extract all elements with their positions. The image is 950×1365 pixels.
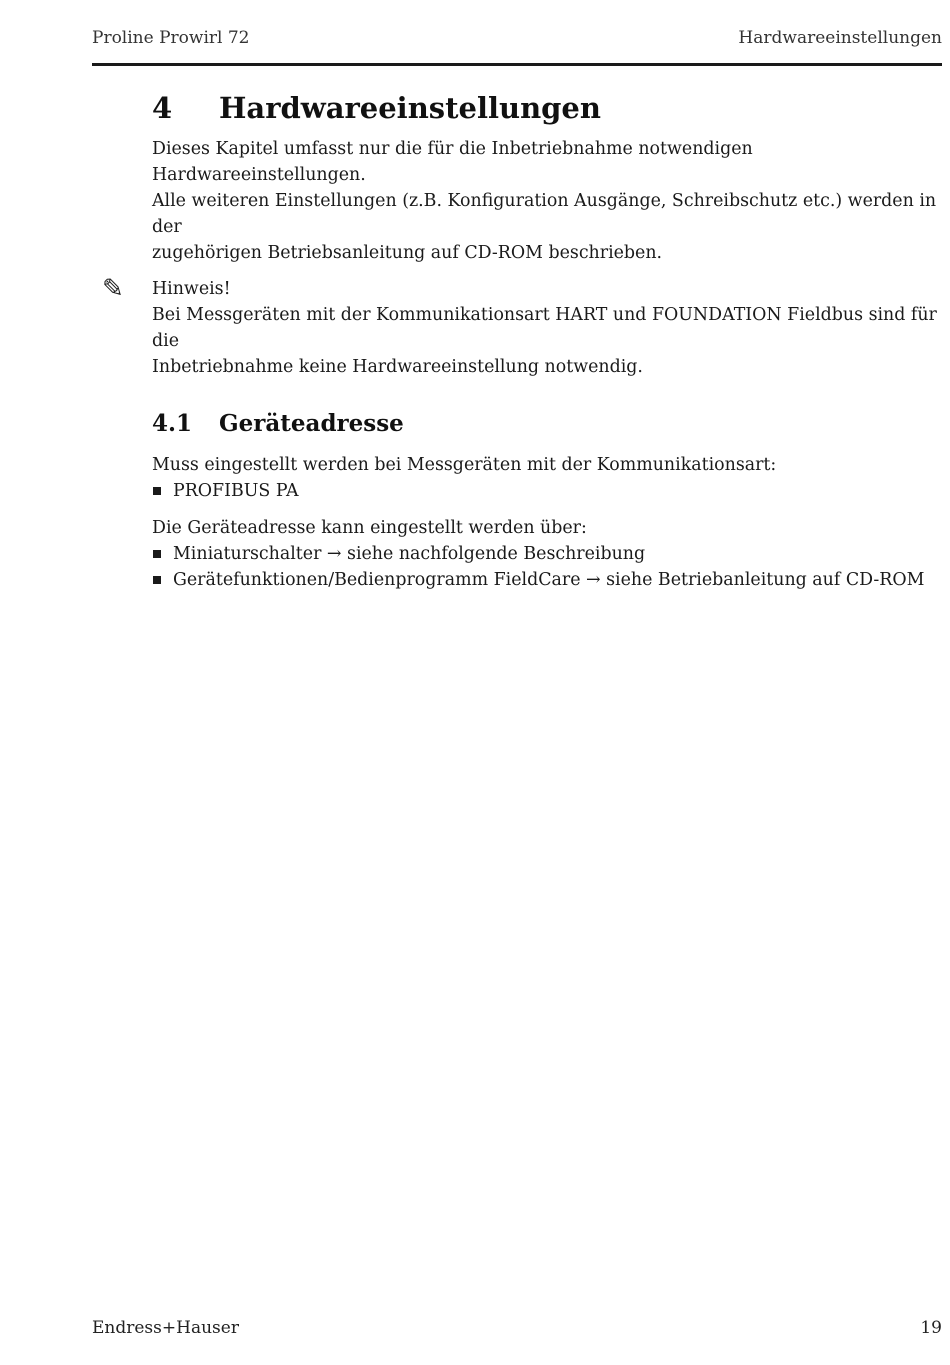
- pencil-icon: ✎: [102, 274, 124, 304]
- paragraph-text: Muss eingestellt werden bei Messgeräten mit der Kommunikationsart:: [152, 455, 777, 475]
- header-chapter-title: Hardwareeinstellungen: [738, 28, 942, 48]
- chapter-intro: [152, 136, 942, 266]
- chapter-number: 4: [152, 91, 173, 125]
- section-heading: [152, 408, 942, 440]
- square-bullet-icon: [153, 576, 161, 584]
- intro-line: Dieses Kapitel umfasst nur die für die Inbetriebnahme notwendigen Hardwareeinstellungen.: [152, 139, 753, 185]
- square-bullet-icon: [153, 550, 161, 558]
- list-item-text: PROFIBUS PA: [173, 481, 299, 501]
- chapter-title: Hardwareeinstellungen: [219, 91, 601, 125]
- note-line: Inbetriebnahme keine Hardwareeinstellung notwendig.: [152, 357, 643, 377]
- intro-line: zugehörigen Betriebsanleitung auf CD-ROM beschrieben.: [152, 243, 663, 263]
- note-line: Bei Messgeräten mit der Kommunikationsart HART und FOUNDATION Fieldbus sind für die: [152, 305, 937, 351]
- list-item: [152, 541, 942, 567]
- footer-company: Endress+Hauser: [92, 1318, 239, 1338]
- section-geraeteadresse: [152, 408, 942, 593]
- page-content: [102, 88, 942, 593]
- list-item: [152, 478, 942, 504]
- note-label: Hinweis!: [152, 279, 231, 299]
- intro-line: Alle weiteren Einstellungen (z.B. Konfiguration Ausgänge, Schreibschutz etc.) werden in der: [152, 191, 937, 237]
- paragraph-text: Die Geräteadresse kann eingestellt werden über:: [152, 518, 587, 538]
- header-product-name: Proline Prowirl 72: [92, 28, 250, 48]
- list-item-text: Gerätefunktionen/Bedienprogramm FieldCare → siehe Betriebanleitung auf CD-ROM: [173, 570, 925, 590]
- section-para-2: [152, 515, 942, 593]
- section-title: Geräteadresse: [219, 410, 404, 437]
- footer-page-number: 19: [920, 1318, 942, 1338]
- page-header: [92, 26, 942, 66]
- section-number: 4.1: [152, 410, 193, 437]
- bullet-list-1: [152, 478, 942, 504]
- bullet-list-2: [152, 541, 942, 593]
- list-item-text: Miniaturschalter → siehe nachfolgende Beschreibung: [173, 544, 646, 564]
- list-item: [152, 567, 942, 593]
- chapter-heading: [152, 88, 942, 128]
- section-para-1: [152, 452, 942, 504]
- note-block: [102, 274, 942, 380]
- square-bullet-icon: [153, 487, 161, 495]
